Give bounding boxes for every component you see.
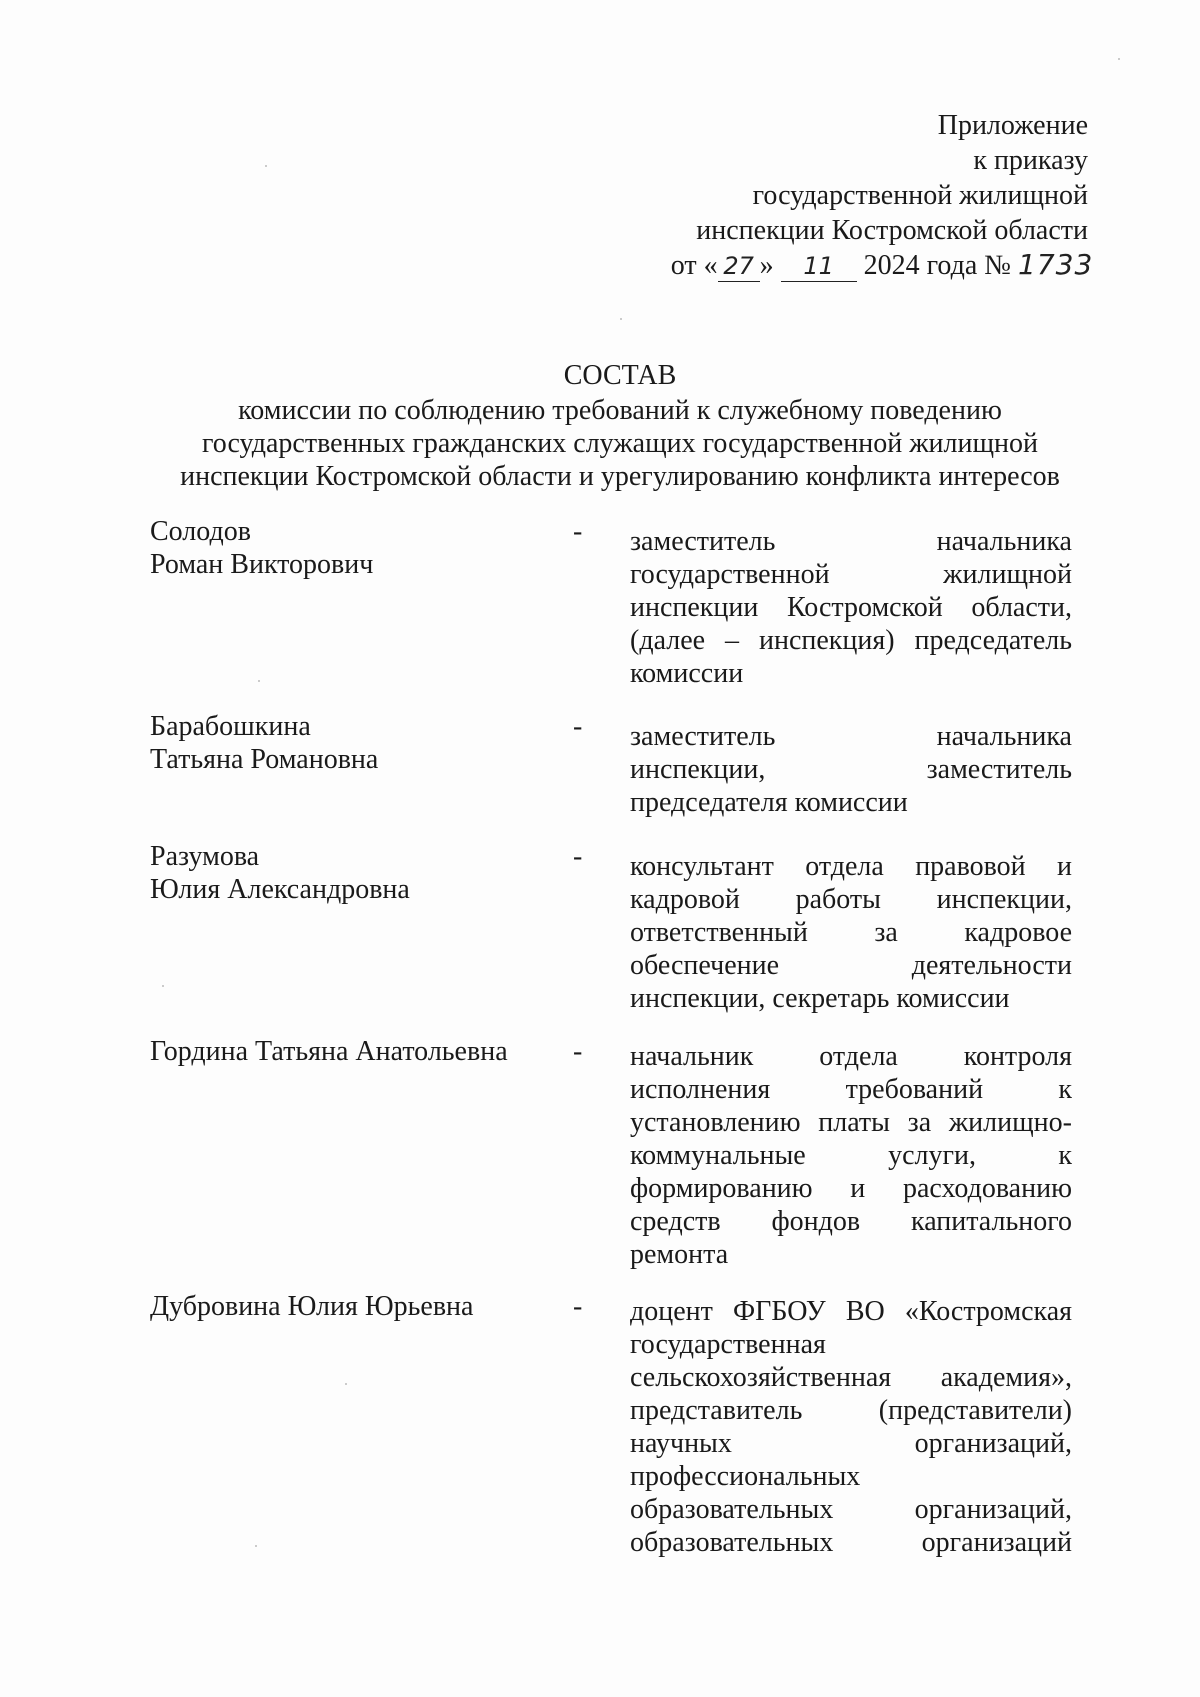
member-name-line: Барабошкина bbox=[150, 711, 311, 742]
scan-speck bbox=[620, 318, 622, 320]
role-line: государственной жилищной bbox=[630, 559, 1072, 590]
member-dash: - bbox=[573, 1036, 583, 1067]
title-sub-line-2: государственных гражданских служащих государственной жилищной bbox=[201, 428, 1039, 459]
annex-line-4: инспекции Костромской области bbox=[696, 215, 1088, 246]
role-line: ответственный за кадровое bbox=[630, 917, 1072, 948]
member-role bbox=[630, 1295, 1072, 1559]
role-line: государственная bbox=[630, 1329, 826, 1360]
scan-speck bbox=[345, 1383, 347, 1385]
role-line: образовательных организаций, bbox=[630, 1494, 1072, 1525]
member-name-line: Дубровина Юлия Юрьевна bbox=[150, 1291, 474, 1322]
role-line: доцент ФГБОУ ВО «Костромская bbox=[630, 1296, 1072, 1327]
member-role bbox=[630, 1040, 1072, 1271]
member-dash: - bbox=[573, 841, 583, 872]
role-line: инспекции Костромской области, bbox=[630, 592, 1072, 623]
role-line: образовательных организаций bbox=[630, 1527, 1072, 1558]
member-name-line: Татьяна Романовна bbox=[150, 744, 379, 775]
title-main: СОСТАВ bbox=[563, 360, 677, 391]
role-line: заместитель начальника bbox=[630, 721, 1072, 752]
handwritten-month: 11 bbox=[781, 251, 857, 282]
member-role bbox=[630, 720, 1072, 819]
role-line: председателя комиссии bbox=[630, 787, 908, 818]
scan-speck bbox=[255, 1545, 257, 1547]
annex-line-1: Приложение bbox=[937, 110, 1088, 141]
role-line: комиссии bbox=[630, 658, 744, 689]
annex-date-line bbox=[670, 248, 1094, 283]
scan-speck bbox=[258, 680, 260, 682]
role-line: коммунальные услуги, к bbox=[630, 1140, 1072, 1171]
role-line: сельскохозяйственная академия», bbox=[630, 1362, 1072, 1393]
member-name-line: Разумова bbox=[150, 841, 260, 872]
member-name bbox=[150, 1290, 550, 1323]
member-dash: - bbox=[573, 516, 583, 547]
date-prefix: от « bbox=[670, 250, 718, 281]
handwritten-order-number: 1733 bbox=[1018, 248, 1094, 281]
member-name bbox=[150, 515, 550, 581]
role-line: ремонта bbox=[630, 1239, 729, 1270]
scan-speck bbox=[162, 985, 164, 987]
member-name bbox=[150, 1035, 550, 1068]
member-name bbox=[150, 840, 550, 906]
title-sub-line-1: комиссии по соблюдению требований к служебному поведению bbox=[238, 395, 1002, 426]
role-line: (далее – инспекция) председатель bbox=[630, 625, 1072, 656]
handwritten-day: 27 bbox=[718, 251, 760, 282]
role-line: обеспечение деятельности bbox=[630, 950, 1072, 981]
role-line: профессиональных bbox=[630, 1461, 861, 1492]
role-line: консультант отдела правовой и bbox=[630, 851, 1072, 882]
role-line: представитель (представители) bbox=[630, 1395, 1072, 1426]
annex-header bbox=[670, 108, 1094, 283]
role-line: исполнения требований к bbox=[630, 1074, 1072, 1105]
role-line: научных организаций, bbox=[630, 1428, 1072, 1459]
document-title bbox=[0, 358, 1200, 493]
member-role bbox=[630, 525, 1072, 690]
member-name-line: Солодов bbox=[150, 516, 251, 547]
role-line: заместитель начальника bbox=[630, 526, 1072, 557]
role-line: средств фондов капитального bbox=[630, 1206, 1072, 1237]
member-name bbox=[150, 710, 550, 776]
scan-speck bbox=[1118, 58, 1120, 60]
role-line: инспекции, заместитель bbox=[630, 754, 1072, 785]
role-line: инспекции, секретарь комиссии bbox=[630, 983, 1010, 1014]
member-role bbox=[630, 850, 1072, 1015]
annex-line-2: к приказу bbox=[973, 145, 1088, 176]
role-line: кадровой работы инспекции, bbox=[630, 884, 1072, 915]
date-mid: » bbox=[759, 250, 774, 281]
member-name-line: Юлия Александровна bbox=[150, 874, 410, 905]
role-line: начальник отдела контроля bbox=[630, 1041, 1072, 1072]
annex-line-3: государственной жилищной bbox=[752, 180, 1088, 211]
title-sub-line-3: инспекции Костромской области и урегулированию конфликта интересов bbox=[180, 461, 1060, 492]
member-dash: - bbox=[573, 711, 583, 742]
member-name-line: Роман Викторович bbox=[150, 549, 374, 580]
scan-speck bbox=[265, 165, 267, 167]
role-line: установлению платы за жилищно- bbox=[630, 1107, 1072, 1138]
member-name-line: Гордина Татьяна Анатольевна bbox=[150, 1036, 508, 1067]
role-line: формированию и расходованию bbox=[630, 1173, 1072, 1204]
member-dash: - bbox=[573, 1291, 583, 1322]
date-year: 2024 года № bbox=[863, 250, 1011, 281]
